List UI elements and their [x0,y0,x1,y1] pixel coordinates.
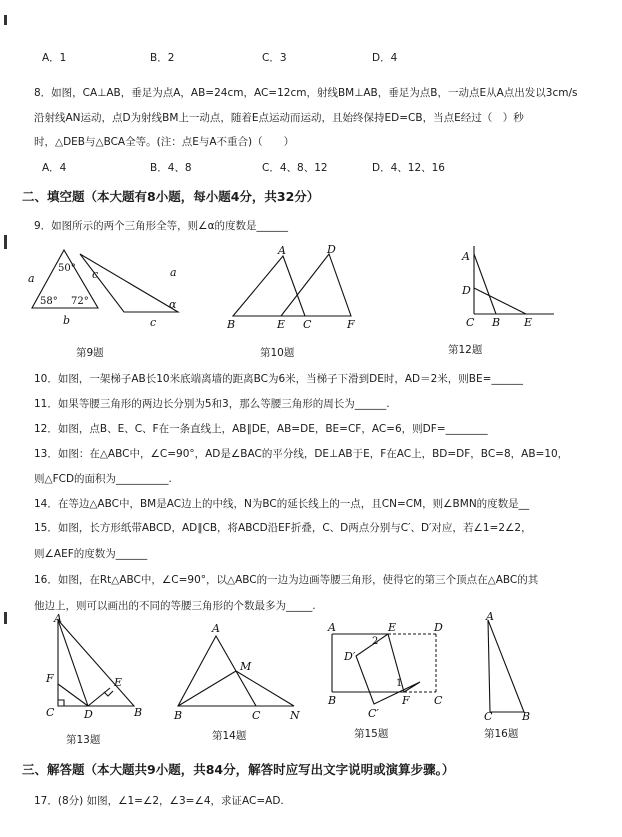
fig13-label-d: D [84,708,93,721]
q13-line-1: 13．如图：在△ABC中，∠C=90°，AD是∠BAC的平分线，DE⊥AB于E，F在AC上，BD=DF，BC=8，AB=10， [34,448,569,460]
binding-mark [4,15,7,25]
fig14-label-m: M [240,660,252,673]
figure-q12 [460,238,570,333]
fig9-label-a2: a [170,266,177,279]
fig16-label-c: C [484,710,493,723]
caption-q9: 第9题 [76,347,104,359]
fig10-label-c: C [303,318,312,331]
fig14-label-b: B [174,709,183,722]
fig14-line-mn [236,671,294,706]
fig9-label-a1: a [28,272,35,285]
fig13-line-ad [58,620,88,706]
q15-line-2: 则∠AEF的度数为______ [34,548,148,560]
q7-option-c: C．3 [262,52,287,64]
fig14-label-a: A [212,622,220,635]
fig15-label-f: F [402,694,410,707]
fig13-label-c: C [46,706,55,719]
fig10-label-e: E [277,318,286,331]
fig12-ladder-de [474,288,526,314]
q10-text: 10．如图，一架梯子AB长10米底端离墙的距离BC为6米，当梯子下滑到DE时，AD＝2米，则BE=______ [34,373,523,385]
q14-text: 14．在等边△ABC中，BM是AC边上的中线，N为BC的延长线上的一点，且CN=CM，则∠BMN的度数是__ [34,498,530,510]
fig12-label-e: E [524,316,533,329]
section-2-heading: 二、填空题（本大题有8小题，每小题4分，共32分） [22,189,320,204]
q7-option-d: D．4 [372,52,398,64]
fig12-label-c: C [466,316,475,329]
figure-q13 [38,612,148,722]
binding-mark [4,612,7,624]
fig13-label-f: F [46,672,54,685]
fig15-label-a: A [328,621,336,634]
q11-text: 11．如果等腰三角形的两边长分别为5和3，那么等腰三角形的周长为______. [34,398,390,410]
figure-q9 [28,240,193,330]
fig15-label-e: E [388,621,397,634]
q8-option-d: D．4、12、16 [372,162,445,174]
figure-q14 [170,622,310,722]
caption-q12: 第12题 [448,344,483,356]
section-3-heading: 三、解答题（本大题共9小题，共84分，解答时应写出文字说明或演算步骤。） [22,762,455,777]
fig15-label-angle-2: 2 [372,636,379,647]
fig10-label-b: B [227,318,236,331]
q15-line-1: 15．如图，长方形纸带ABCD，AD∥CB，将ABCD沿EF折叠，C、D两点分别与C′、D′对应，若∠1=2∠2， [34,522,532,534]
q8-option-c: C．4、8、12 [262,162,328,174]
binding-mark [4,235,7,249]
fig12-ladder-ab [474,254,496,314]
q8-line-1: 8．如图，CA⊥AB，垂足为点A，AB=24cm，AC=12cm，射线BM⊥AB，垂足为点B，一动点E从A点出发以3cm/s [34,87,578,99]
q13-line-2: 则△FCD的面积为__________. [34,473,172,485]
fig15-label-c: C [434,694,443,707]
q8-option-b: B．4、8 [150,162,192,174]
caption-q16: 第16题 [484,728,519,740]
fig15-label-c-prime: C′ [368,707,379,720]
fig16-triangle-abc [488,620,524,712]
fig12-label-b: B [492,316,501,329]
fig10-label-d: D [327,243,336,256]
fig13-line-fd [58,684,88,706]
caption-q13: 第13题 [66,734,101,746]
caption-q14: 第14题 [212,730,247,742]
fig9-angle-72: 72° [71,296,89,307]
fig10-label-a: A [278,244,286,257]
q9-text: 9．如图所示的两个三角形全等，则∠α的度数是______ [34,220,289,232]
fig13-label-e: E [114,676,123,689]
caption-q15: 第15题 [354,728,389,740]
fig9-label-alpha: α [169,298,177,311]
fig15-label-d: D [434,621,443,634]
fig13-label-a: A [54,612,62,625]
q8-line-3: 时，△DEB与△BCA全等。(注：点E与A不重合)（ ） [34,136,295,148]
fig9-angle-50: 50° [58,263,76,274]
q17-text: 17．(8分) 如图，∠1=∠2，∠3=∠4，求证AC=AD. [34,795,284,807]
q16-line-2: 他边上，则可以画出的不同的等腰三角形的个数最多为_____. [34,600,316,612]
fig10-label-f: F [347,318,355,331]
fig9-angle-58: 58° [40,296,58,307]
fig10-triangle-def [281,254,351,316]
caption-q10: 第10题 [260,347,295,359]
fig12-label-a: A [462,250,470,263]
fig13-triangle-abc [58,620,134,706]
fig14-label-c: C [252,709,261,722]
fig16-label-b: B [522,710,531,723]
q8-option-a: A．4 [42,162,67,174]
fig15-label-b: B [328,694,337,707]
fig15-label-d-prime: D′ [344,650,356,663]
fig9-label-c2: c [150,316,157,329]
figure-q10 [225,244,365,334]
fig13-line-de [88,688,110,706]
q7-option-a: A．1 [42,52,67,64]
fig14-label-n: N [290,709,300,722]
figure-q16 [480,612,540,722]
figure-q15 [322,620,447,720]
fig12-label-d: D [462,284,471,297]
q8-line-2: 沿射线AN运动，点D为射线BM上一动点，随着E点运动而运动，且始终保持ED=CB，当点E经过（ ）秒 [34,112,524,124]
fig9-label-b1: b [63,314,71,327]
fig14-line-bm [178,671,236,706]
fig16-label-a: A [486,610,494,623]
fig10-triangle-abc [233,256,305,316]
q12-text: 12．如图，点B、E、C、F在一条直线上，AB∥DE，AB=DE，BE=CF，AC=6，则DF=________ [34,423,488,435]
q16-line-1: 16．如图，在Rt△ABC中，∠C=90°，以△ABC的一边为边画等腰三角形，使得它的第三个顶点在△ABC的其 [34,574,539,586]
fig15-folded-flap [356,634,420,704]
q7-option-b: B．2 [150,52,175,64]
fig9-label-c1: c [92,268,99,281]
fig15-label-angle-1: 1 [396,678,403,689]
fig13-label-b: B [134,706,143,719]
